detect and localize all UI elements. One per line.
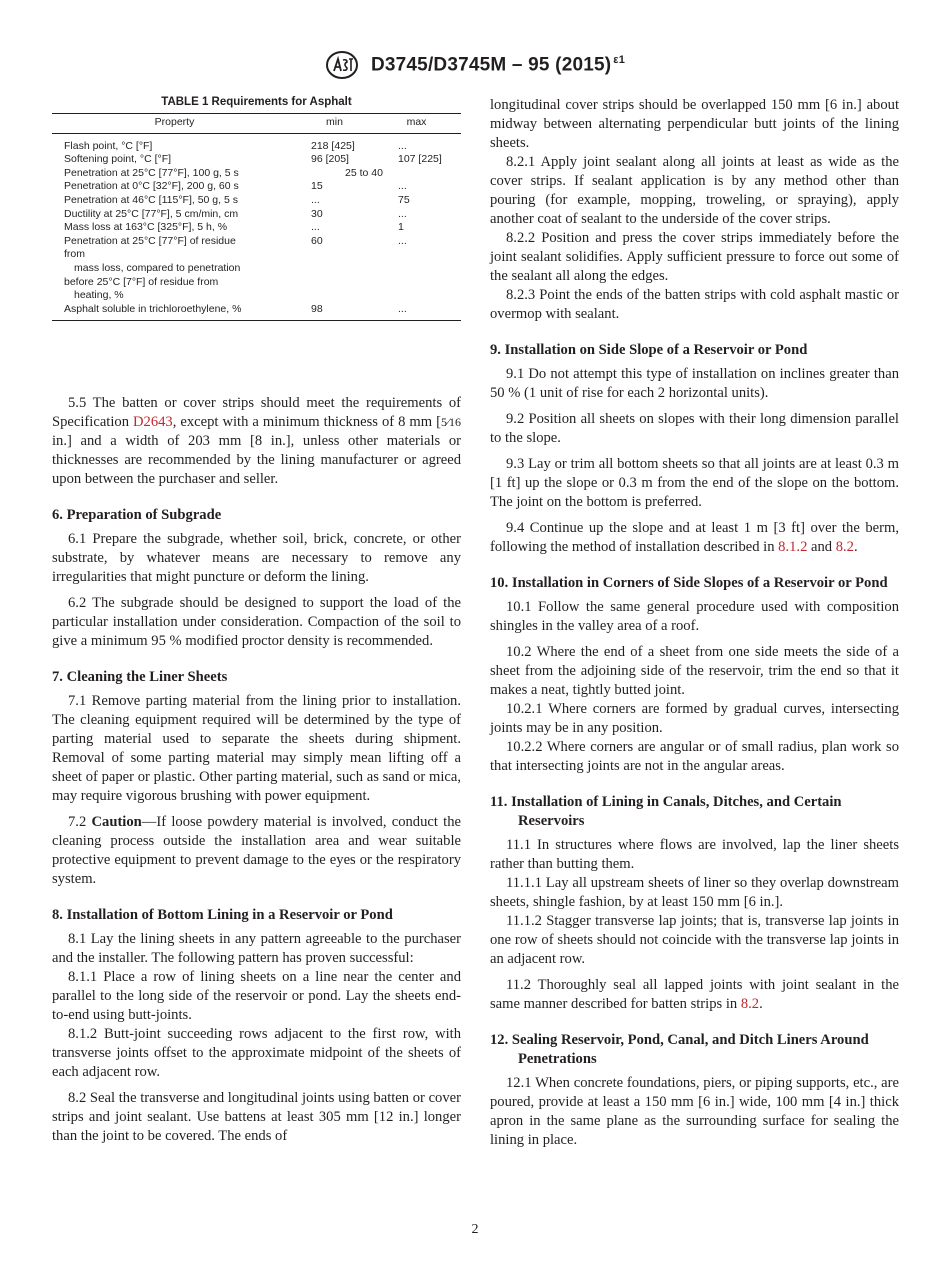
astm-logo-icon: [325, 50, 359, 80]
table-row: [52, 235, 461, 303]
column-header-property: Property: [52, 114, 297, 134]
property-line: Penetration at 25°C [77°F] of residue: [64, 234, 236, 247]
table-row: [52, 208, 461, 222]
table-row: [52, 221, 461, 235]
property-cell: Mass loss at 163°C [325°F], 5 h, %: [64, 221, 228, 234]
property-line: from: [64, 248, 85, 261]
max-cell: ...: [398, 234, 407, 247]
property-cell: Penetration at 46°C [115°F], 50 g, 5 s: [64, 193, 238, 206]
column-header-min: min: [297, 114, 372, 134]
section-heading-8: 8. Installation of Bottom Lining in a Reservoir or Pond: [52, 907, 393, 924]
section-heading-9: 9. Installation on Side Slope of a Reservoir or Pond: [490, 342, 808, 358]
table-row: [52, 153, 461, 167]
column-header-max: max: [372, 114, 461, 134]
paragraph-10-1: 10.1 Follow the same general procedure used with composition shingles in the valley area of a roof.: [490, 599, 899, 634]
range-cell: 25 to 40: [345, 166, 383, 179]
paragraph-7-2: 7.2 Caution—If loose powdery material is involved, conduct the cleaning process outside the installation area and wear suitable protective equipment to prevent damage to the eyes or the respiratory system.: [52, 814, 462, 888]
paragraph-10-2-2: 10.2.2 Where corners are angular or of small radius, plan work so that intersecting joints are not in the angular areas.: [490, 739, 899, 774]
paragraph-12-1: 12.1 When concrete foundations, piers, or piping supports, etc., are poured, provide at least a 150 mm [6 in.] wide, 100 mm [4 in.] thick apron in the same plane as the surrounding surface for sealing the lining in place.: [490, 1075, 899, 1148]
property-line: heating, %: [74, 289, 124, 302]
section-heading-10: 10. Installation in Corners of Side Slopes of a Reservoir or Pond: [490, 575, 888, 591]
epsilon-superscript: ε1: [613, 53, 626, 66]
paragraph-5-5: 5.5 The batten or cover strips should meet the requirements of Specification D2643, except with a minimum thickness of 8 mm [5⁄16 in.] and a width of 203 mm [8 in.], unless other materials or thicknesses are recommended by the lining manufacturer or agreed upon between the purchaser and seller.: [52, 395, 461, 488]
table-header-row: [52, 114, 461, 134]
table-row: [52, 194, 461, 208]
property-line: mass loss, compared to penetration: [74, 261, 241, 274]
link-8-1-2[interactable]: 8.1.2: [778, 539, 808, 555]
document-designation: D3745/D3745M – 95 (2015) $^{\varepsilon 1}$: [370, 53, 626, 76]
min-cell: 30: [311, 207, 323, 220]
min-cell: 98: [297, 303, 372, 321]
paragraph-7-1: 7.1 Remove parting material from the lining prior to installation. The cleaning equipment required will be determined by the type of parting material used to separate the sheets during shipment. Removal of some parting material may simply mean lifting off a sheet of paper or plastic. Other parting material, such as sand or mica, may require vigorous brushing with power equipment.: [52, 693, 461, 805]
max-cell: ...: [398, 180, 407, 193]
requirements-table: [52, 113, 461, 321]
property-cell: [52, 235, 297, 303]
paragraph-9-4: 9.4 Continue up the slope and at least 1 m [3 ft] over the berm, following the method of installation described in 8.1.2 and 8.2.: [490, 520, 899, 555]
paragraph-8-2-1: 8.2.1 Apply joint sealant along all joints at least as wide as the cover strips. If sealant application is by any method other than pouring (for example, mopping, troweling, or spraying), apply another coat of sealant to the underside of the cover strips.: [490, 154, 899, 227]
table-row: [52, 167, 461, 181]
paragraph-8-1-2: 8.1.2 Butt-joint succeeding rows adjacent to the first row, with transverse joints offset to the approximate midpoint of the sheets of each adjacent row.: [52, 1026, 461, 1081]
paragraph-9-2: 9.2 Position all sheets on slopes with their long dimension parallel to the slope.: [490, 411, 899, 446]
max-cell: 107 [225]: [398, 153, 442, 166]
min-cell: ...: [311, 193, 320, 206]
paragraph-10-2-1: 10.2.1 Where corners are formed by gradual curves, intersecting joints may be in any position.: [490, 701, 899, 736]
table-row: [52, 180, 461, 194]
right-column: [490, 96, 899, 1150]
max-cell: ...: [398, 139, 407, 152]
property-cell: Penetration at 25°C [77°F], 100 g, 5 s: [64, 166, 239, 179]
property-line: before 25°C [7°F] of residue from: [64, 275, 219, 288]
min-cell: 60: [311, 234, 323, 247]
max-cell: ...: [372, 303, 461, 321]
left-column: [52, 96, 461, 1146]
min-cell: ...: [311, 221, 320, 234]
paragraph-11-1-1: 11.1.1 Lay all upstream sheets of liner so they overlap downstream sheets, shingle fashion, by at least 150 mm [6 in.].: [490, 875, 899, 910]
paragraph-6-2: 6.2 The subgrade should be designed to support the load of the particular installation under consideration. Compaction of the soil to give a minimum 95 % modified proctor density is recommended.: [52, 595, 461, 650]
link-8-2[interactable]: 8.2: [835, 539, 854, 555]
fraction: 5⁄16: [440, 415, 461, 430]
paragraph-8-2-3: 8.2.3 Point the ends of the batten strips with cold asphalt mastic or overmop with sealant.: [490, 287, 899, 322]
max-cell: ...: [398, 207, 407, 220]
section-heading-6: 6. Preparation of Subgrade: [52, 507, 222, 524]
table-row: [52, 303, 461, 321]
section-heading-12: 12. Sealing Reservoir, Pond, Canal, and Ditch Liners Around Penetrations: [490, 1032, 869, 1067]
link-8-2[interactable]: 8.2: [740, 996, 760, 1012]
max-cell: 75: [398, 193, 410, 206]
min-cell: 218 [425]: [311, 139, 355, 152]
section-heading-11: 11. Installation of Lining in Canals, Ditches, and Certain Reservoirs: [490, 794, 842, 829]
paragraph-11-1-2: 11.1.2 Stagger transverse lap joints; that is, transverse lap joints in one row of sheets should not coincide with the transverse lap joints in an adjacent row.: [490, 913, 899, 967]
property-cell: Softening point, °C [°F]: [64, 153, 172, 166]
paragraph-8-1: 8.1 Lay the lining sheets in any pattern agreeable to the purchaser and the installer. The following pattern has proven successful:: [52, 931, 461, 967]
section-heading-7: 7. Cleaning the Liner Sheets: [52, 669, 228, 686]
property-cell: Ductility at 25°C [77°F], 5 cm/min, cm: [64, 207, 239, 220]
property-cell: Flash point, °C [°F]: [64, 139, 153, 152]
paragraph-8-2-2: 8.2.2 Position and press the cover strips immediately before the joint sealant solidifies. Apply sufficient pressure to force out some of the sealant all along the edges.: [490, 230, 899, 284]
min-cell: 15: [311, 180, 323, 193]
link-d2643[interactable]: D2643: [133, 414, 173, 431]
paragraph-11-1: 11.1 In structures where flows are involved, lap the liner sheets rather than butting them.: [490, 837, 899, 872]
paragraph-11-2: 11.2 Thoroughly seal all lapped joints with joint sealant in the same manner described for batten strips in 8.2.: [490, 977, 899, 1012]
paragraph-8-1-1: 8.1.1 Place a row of lining sheets on a line near the center and parallel to the long side of the reservoir or pond. Lay the sheets end-to-end using butt-joints.: [52, 969, 461, 1024]
paragraph-9-3: 9.3 Lay or trim all bottom sheets so that all joints are at least 0.3 m [1 ft] up the slope or 0.3 m from the end of the slope on the bottom. The joint on the bottom is preferred.: [490, 456, 899, 510]
paragraph-6-1: 6.1 Prepare the subgrade, whether soil, brick, concrete, or other substrate, by whatever means are necessary to remove any irregularities that might puncture or deform the lining.: [52, 531, 461, 586]
paragraph-8-2-continued: longitudinal cover strips should be overlapped 150 mm [6 in.] about midway between alternating perpendicular butt joints of the lining sheets.: [490, 97, 899, 151]
paragraph-8-2: 8.2 Seal the transverse and longitudinal joints using batten or cover strips and joint sealant. Use battens at least 305 mm [12 in.] longer than the joint to be covered. The ends of: [52, 1090, 461, 1145]
page-header: [0, 50, 950, 84]
caution-label: Caution: [91, 814, 142, 831]
property-cell: Penetration at 0°C [32°F], 200 g, 60 s: [64, 180, 239, 193]
table-title: TABLE 1 Requirements for Asphalt: [161, 96, 352, 108]
paragraph-10-2: 10.2 Where the end of a sheet from one side meets the side of a sheet from the adjoining side of the reservoir, trim the end so that it makes a neat, tightly butted joint.: [490, 644, 899, 698]
page-number: 2: [471, 1222, 479, 1237]
min-cell: 96 [205]: [311, 153, 349, 166]
property-cell: Asphalt soluble in trichloroethylene, %: [52, 303, 297, 321]
max-cell: 1: [398, 221, 404, 234]
paragraph-9-1: 9.1 Do not attempt this type of installation on inclines greater than 50 % (1 unit of rise for each 2 horizontal units).: [490, 366, 899, 401]
table-row: [52, 133, 461, 153]
